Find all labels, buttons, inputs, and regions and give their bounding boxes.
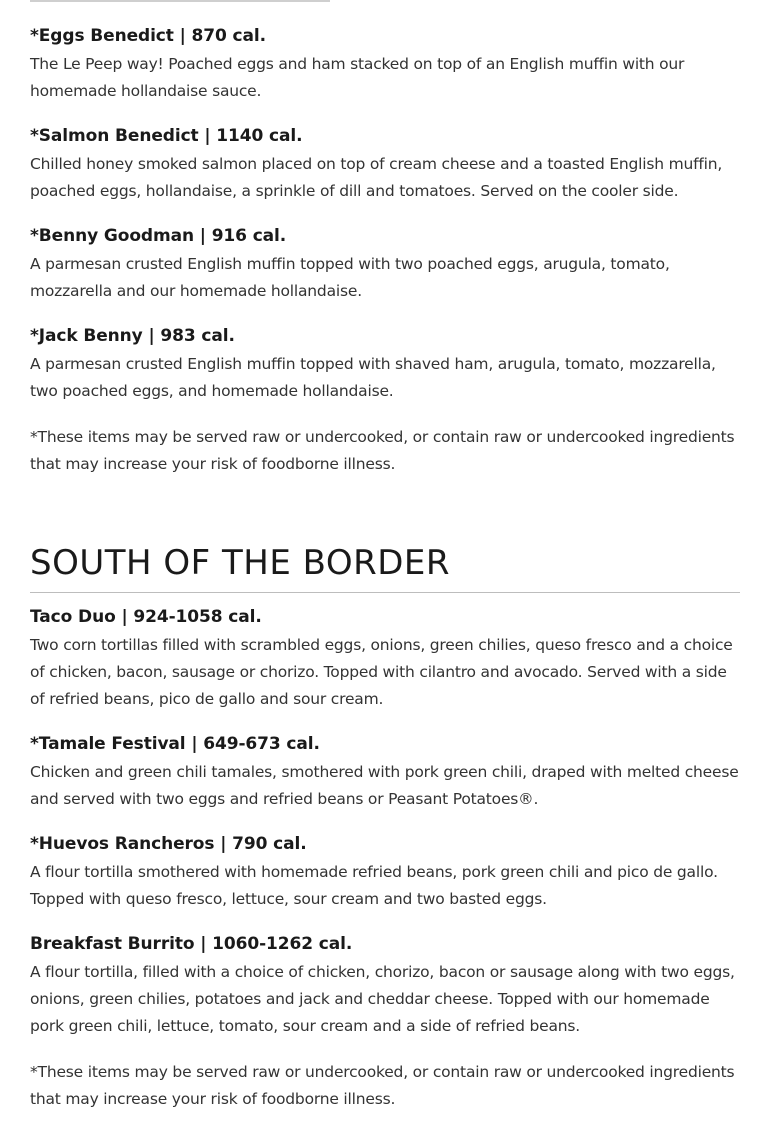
menu-item-taco-duo: [30, 605, 742, 713]
menu-item-description: Two corn tortillas filled with scrambled eggs, onions, green chilies, queso fresco and a choice of chicken, bacon, sausage or chorizo. Topped with cilantro and avocado. Served with a side of refried beans, pico de gallo and sour cream.: [30, 636, 733, 708]
menu-item-title: *Tamale Festival | 649-673 cal.: [30, 734, 320, 754]
section-divider: [30, 592, 740, 593]
menu-item-title: *Eggs Benedict | 870 cal.: [30, 26, 266, 46]
menu-page: [30, 0, 742, 1113]
menu-item-benny-goodman: [30, 224, 742, 305]
menu-item-title: *Huevos Rancheros | 790 cal.: [30, 834, 307, 854]
raw-food-disclaimer: *These items may be served raw or undercooked, or contain raw or undercooked ingredients that may increase your risk of foodborne illness.: [30, 428, 735, 473]
menu-item-jack-benny: [30, 324, 742, 405]
menu-item-description: The Le Peep way! Poached eggs and ham stacked on top of an English muffin with our homemade hollandaise sauce.: [30, 55, 685, 100]
menu-item-title: *Jack Benny | 983 cal.: [30, 326, 235, 346]
menu-item-title: *Salmon Benedict | 1140 cal.: [30, 126, 303, 146]
menu-item-breakfast-burrito: [30, 932, 742, 1040]
menu-item-title: *Benny Goodman | 916 cal.: [30, 226, 287, 246]
menu-item-title: Taco Duo | 924-1058 cal.: [30, 607, 262, 627]
menu-item-huevos-rancheros: [30, 832, 742, 913]
menu-item-description: Chicken and green chili tamales, smothered with pork green chili, draped with melted cheese and served with two eggs and refried beans or Peasant Potatoes®.: [30, 763, 739, 808]
menu-item-eggs-benedict: [30, 24, 742, 105]
menu-item-title: Breakfast Burrito | 1060-1262 cal.: [30, 934, 353, 954]
section-title-south-of-the-border: SOUTH OF THE BORDER: [30, 543, 451, 583]
menu-item-description: Chilled honey smoked salmon placed on top of cream cheese and a toasted English muffin, poached eggs, hollandaise, a sprinkle of dill and tomatoes. Served on the cooler side.: [30, 155, 723, 200]
menu-item-description: A flour tortilla smothered with homemade refried beans, pork green chili and pico de gallo. Topped with queso fresco, lettuce, sour cream and two basted eggs.: [30, 863, 718, 908]
menu-item-description: A parmesan crusted English muffin topped with shaved ham, arugula, tomato, mozzarella, two poached eggs, and homemade hollandaise.: [30, 355, 716, 400]
menu-item-tamale-festival: [30, 732, 742, 813]
menu-item-salmon-benedict: [30, 124, 742, 205]
menu-item-description: A flour tortilla, filled with a choice of chicken, chorizo, bacon or sausage along with two eggs, onions, green chilies, potatoes and jack and cheddar cheese. Topped with our homemade pork green chili, lettuce, tomato, sour cream and a side of refried beans.: [30, 963, 735, 1035]
menu-item-description: A parmesan crusted English muffin topped with two poached eggs, arugula, tomato, mozzarella and our homemade hollandaise.: [30, 255, 670, 300]
raw-food-disclaimer: *These items may be served raw or undercooked, or contain raw or undercooked ingredients that may increase your risk of foodborne illness.: [30, 1063, 735, 1108]
